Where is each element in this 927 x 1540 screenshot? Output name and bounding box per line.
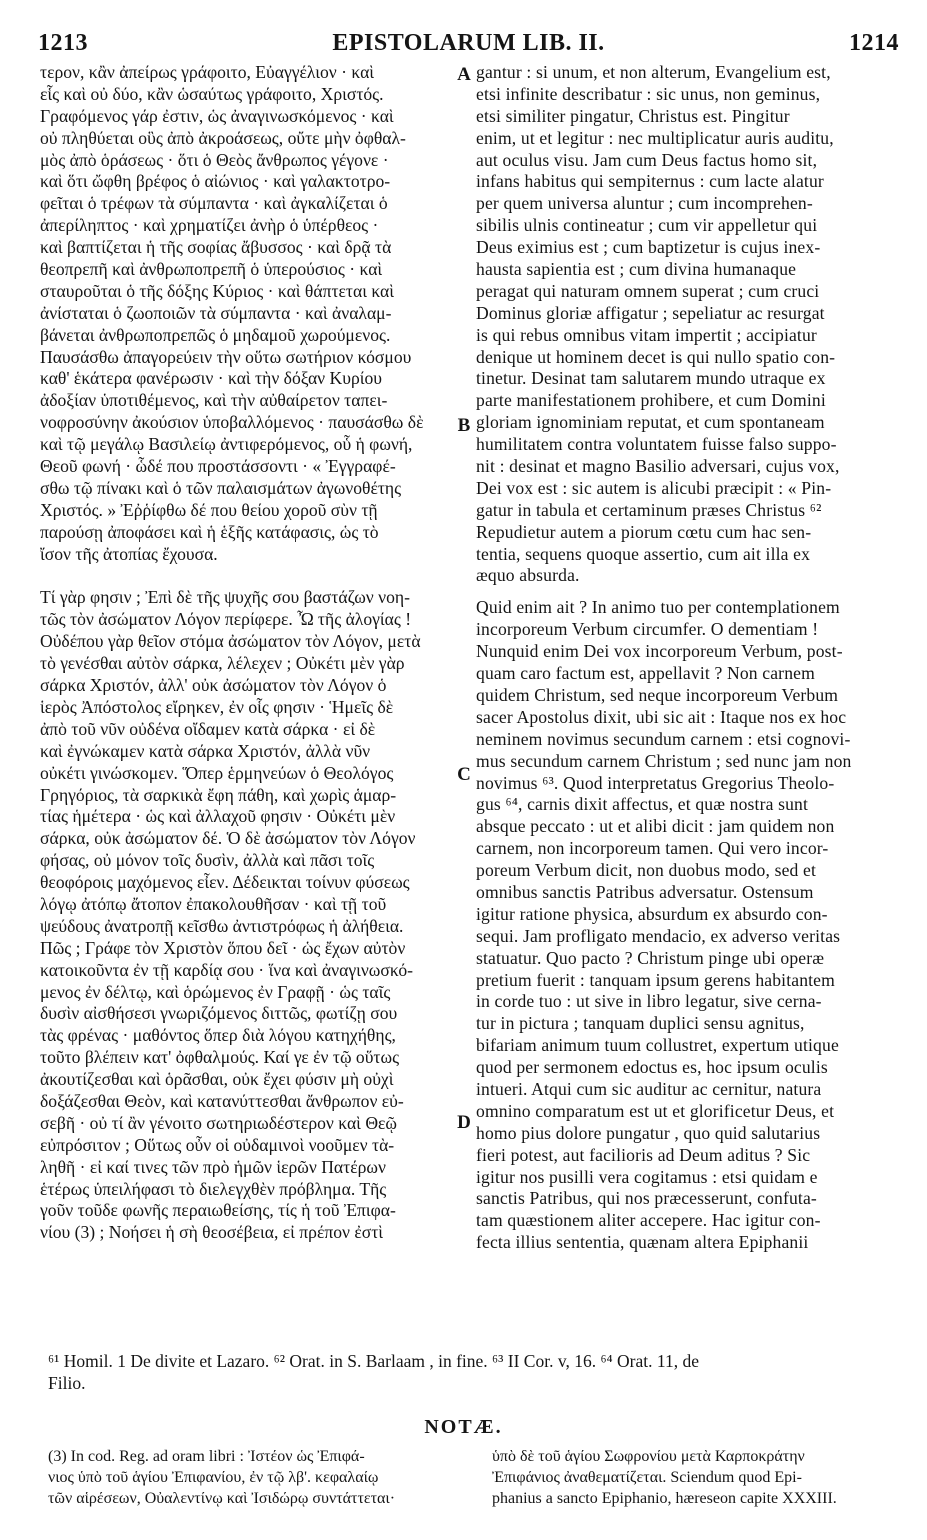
latin-text-line: hausta sapientia est ; cum divina humanaque xyxy=(476,259,797,280)
greek-text-line: Οὐδέπου γὰρ θεῖον στόμα ἀσώματον τὸν Λόγον, μετὰ xyxy=(40,631,421,652)
latin-text-line: is qui rebus omnibus vitam impertit ; accipiatur xyxy=(476,324,817,345)
greek-text-line: ἱερὸς Ἀπόστολος εἴρηκεν, ἐν οἷς φησιν · Ἡμεῖς δὲ xyxy=(40,696,394,717)
greek-text-line: Παυσάσθω ἀπαγορεύειν τὴν οὕτω σωτήριον κόσμου xyxy=(40,346,412,367)
running-title: EPISTOLARUM LIB. II. xyxy=(332,30,605,56)
latin-text-line: neminem novimus secundum carnem : etsi cognovi- xyxy=(476,728,851,749)
latin-text-line: Quid enim ait ? In animo tuo per contemplationem xyxy=(476,597,840,618)
greek-text-line: τίας ἡμέτερα · ὡς καὶ ἀλλαχοῦ φησιν · Οὐκέτι μὲν xyxy=(40,806,396,827)
greek-text-line: Γραφόμενος γάρ ἐστιν, ὡς ἀναγινωσκόμενος · καὶ xyxy=(40,105,394,126)
latin-text-line: tur in pictura ; tanquam duplici sensu agnitus, xyxy=(476,1013,805,1034)
latin-text-line: pretium fuerit : tanquam ipsum gerens habitantem xyxy=(476,969,835,990)
latin-text-line: sibilis ulnis contineatur ; cum vir appelletur qui xyxy=(476,215,818,236)
latin-text-line: parte manifestationem prohibere, et cum Domini xyxy=(476,390,826,411)
greek-text-line: Χριστός. » Ἐῤῥίφθω δέ που θείου χοροῦ σὺν τῇ xyxy=(40,499,378,520)
greek-text-line: Πῶς ; Γράφε τὸν Χριστὸν ὅπου δεῖ · ὡς ἔχων αὐτὸν xyxy=(40,937,406,958)
greek-text-line: σάρκα, οὐκ ἀσώματον δέ. Ὁ δὲ ἀσώματον τὸν Λόγον xyxy=(40,828,416,849)
greek-text-line: καὶ ὅτι ὤφθη βρέφος ὁ αἰώνιος · καὶ γαλακτοτρο- xyxy=(40,171,391,192)
latin-text-line: infans habitus qui sempiternus : cum lacte alatur xyxy=(476,171,824,192)
note-line: νιος ὑπὸ τοῦ ἁγίου Ἐπιφανίου, ἐν τῷ λβ'. κεφαλαίῳ xyxy=(48,1469,379,1486)
greek-text-line: μενος ἐν δέλτῳ, καὶ ὁρώμενος ἐν Γραφῇ · ὡς ταῖς xyxy=(40,981,391,1002)
greek-text-line: θεοπρεπῆ καὶ ἀνθρωποπρεπῆ ὁ ὑπερούσιος · καὶ xyxy=(40,259,383,280)
greek-text-line: τερον, κἂν ἀπείρως γράφοιτο, Εὐαγγέλιον · καὶ xyxy=(40,62,375,82)
latin-text-line: humilitatem contra voluntatem fuisse falso suppo- xyxy=(476,434,837,455)
latin-text-line: bifariam animum tuum collustret, expertum utique xyxy=(476,1035,839,1056)
page-number-right: 1214 xyxy=(849,30,899,56)
latin-text-line: Nunquid enim Dei vox incorporeum Verbum, post- xyxy=(476,641,843,662)
greek-text-line: παρούσῃ ἀποφάσει καὶ ἡ ἑξῆς κατάφασις, ὡς τὸ xyxy=(40,521,379,542)
greek-text-line: ληθῆ · εἰ καί τινες τῶν πρὸ ἡμῶν ἱερῶν Πατέρων xyxy=(40,1156,386,1177)
latin-text-line: novimus ⁶³. Quod interpretatus Gregorius Theolo- xyxy=(476,772,835,793)
section-marker-a: A xyxy=(457,64,471,85)
latin-text-line: gatur in tabula et certaminum præses Christus ⁶² xyxy=(476,499,822,520)
greek-text-line: καὶ ἐγνώκαμεν κατὰ σάρκα Χριστόν, ἀλλὰ νῦν xyxy=(40,740,371,761)
latin-text-line: nit : desinat et magno Basilio adversari, cujus vox, xyxy=(476,456,840,477)
greek-text-line: σάρκα Χριστόν, ἀλλ' οὐκ ἀσώματον τὸν Λόγον ὁ xyxy=(40,675,387,696)
greek-text-line: οὐ πληθύεται οὓς ἀπὸ ἀκροάσεως, οὔτε μὴν ὀφθαλ- xyxy=(40,127,406,148)
greek-text-line: τοῦτο βλέπειν κατ' ὀφθαλμούς. Καί γε ἐν τῷ οὕτως xyxy=(40,1047,400,1068)
greek-text-line: φεῖται ὁ τρέφων τὰ σύμπαντα · καὶ ἀγκαλίζεται ὁ xyxy=(40,193,388,214)
greek-text-line: Γρηγόριος, τὰ σαρκικὰ ἔφη πάθη, καὶ χωρὶς ἁμαρ- xyxy=(40,784,397,805)
page-number-left: 1213 xyxy=(38,30,88,56)
latin-text-line: igitur nos pusilli vera cogitamus : etsi quidam e xyxy=(476,1166,818,1187)
latin-text-line: etsi infinite describatur : sic unus, non geminus, xyxy=(476,83,821,104)
greek-text-line: δυσὶν αἰσθήσεσι γνωριζόμενος διττῶς, φωτίζῃ σου xyxy=(40,1003,398,1024)
latin-text-line: fieri potest, aut facilioris ad Deum aditus ? Sic xyxy=(476,1144,811,1165)
note-line: ὑπὸ δὲ τοῦ ἁγίου Σωφρονίου μετὰ Καρποκράτην xyxy=(492,1448,805,1465)
greek-text-line: Θεοῦ φωνή · ὧδέ που προστάσσοντι · « Ἐγγραφέ- xyxy=(40,456,396,477)
latin-text-line: statuatur. Quo pacto ? Christum pinge ubi operæ xyxy=(476,947,825,968)
section-marker-d: D xyxy=(457,1112,471,1133)
latin-text-line: per quem universa aluntur ; cum incomprehen- xyxy=(476,193,813,214)
latin-text-line: quod per sermonem edoctus es, hoc ipsum oculis xyxy=(476,1057,828,1078)
latin-text-line: gantur : si unum, et non alterum, Evangelium est, xyxy=(476,62,831,82)
greek-text-line: θεοφόροις μαχόμενος εἶεν. Δέδεικται τοίνυν φύσεως xyxy=(40,872,410,893)
greek-text-line: σεβῆ · οὐ τί ἂν γένοιτο σωτηριωδέστερον καὶ Θεῷ xyxy=(40,1112,397,1133)
latin-text-line: tinetur. Desinat tam salutarem mundo utraque ex xyxy=(476,368,826,389)
greek-text-line: νοφροσύνην ἀκούσιον ὑποβαλλόμενος · παυσάσθω δὲ xyxy=(40,412,424,433)
latin-text-line: Deus eximius est ; cum baptizetur is cujus inex- xyxy=(476,237,821,258)
latin-text-line: Repudietur autem a piorum cœtu cum hac sen- xyxy=(476,521,812,542)
latin-text-line: aut oculus visu. Jam cum Deus factus homo sit, xyxy=(476,149,818,170)
greek-text-line: καὶ βαπτίζεται ἡ τῆς σοφίας ἄβυσσος · καὶ δρᾷ τὰ xyxy=(40,237,392,258)
greek-text-line: ἀπὸ τοῦ νῦν οὐδένα οἴδαμεν κατὰ σάρκα · εἰ δὲ xyxy=(40,718,376,739)
latin-text-line: Dominus gloriæ affigatur ; sepeliatur ac resurgat xyxy=(476,302,825,323)
greek-text-line: οὐκέτι γινώσκομεν. Ὅπερ ἑρμηνεύων ὁ Θεολόγος xyxy=(40,762,394,783)
greek-text-line: ἑτέρως ὑπειλήφασι τὸ διελεγχθὲν πρόβλημα. Τῆς xyxy=(40,1178,387,1199)
greek-text-line: δοξάζεσθαι Θεὸν, καὶ κατανύττεσθαι ἄνθρωπον εὐ- xyxy=(40,1090,404,1111)
paragraph-gap xyxy=(40,565,450,587)
latin-text-line: quam caro factum est, appellavit ? Non carnem xyxy=(476,663,815,684)
latin-text-line: peragat qui naturam omnem superat ; cum cruci xyxy=(476,280,820,301)
greek-text-line: εὐπρόσιτον ; Οὕτως οὖν οἱ οὐδαμινοὶ νοοῦμεν τὰ- xyxy=(40,1134,395,1155)
latin-text-line: gloriam ignominiam reputat, et cum spontaneam xyxy=(476,412,825,433)
footnote-references: ⁶¹ Homil. 1 De divite et Lazaro. ⁶² Orat. in S. Barlaam , in fine. ⁶³ II Cor. v, 16. ⁶⁴ Orat. 11, de xyxy=(48,1351,699,1371)
notes-right-column xyxy=(492,1446,902,1509)
greek-text-line: τὰς φρένας · μαθόντος ὅπερ διὰ λόγου κατηχήθης, xyxy=(40,1025,396,1046)
greek-text-line: ἴσον τῆς ἀτοπίας ἔχουσα. xyxy=(40,543,218,564)
greek-text-line: μὸς ἀπὸ ὁράσεως · ὅτι ὁ Θεὸς ἄνθρωπος γέγονε · xyxy=(40,149,389,170)
section-marker-c: C xyxy=(457,764,471,785)
latin-text-line: fecta illius sententia, quænam altera Epiphanii xyxy=(476,1232,809,1253)
greek-text-line: νίου (3) ; Νοήσει ἡ σὴ θεοσέβεια, εἰ πρέπον ἐστὶ xyxy=(40,1222,384,1243)
greek-text-line: ἀνίσταται ὁ ζωοποιῶν τὰ σύμπαντα · καὶ ἀναλαμ- xyxy=(40,302,392,323)
footnote-references-cont: Filio. xyxy=(48,1373,86,1393)
paragraph-gap xyxy=(476,587,902,597)
greek-text-line: καὶ τῷ μεγάλῳ Βασιλείῳ ἀντιφερόμενος, οὗ ἡ φωνή, xyxy=(40,434,413,455)
latin-text-line: sanctis Patribus, qui nos præcesserunt, confuta- xyxy=(476,1188,817,1209)
latin-text-line: homo pius dolore pungatur , quo quid salutarius xyxy=(476,1122,821,1143)
latin-text-line: absque peccato : ut et alibi dicit : jam quidem non xyxy=(476,816,835,837)
greek-text-line: τῶς τὸν ἀσώματον Λόγον περίφερε. Ὦ τῆς ἀλογίας ! xyxy=(40,609,412,630)
section-marker-b: B xyxy=(457,415,471,436)
latin-text-line: Dei vox est : sic autem is alicubi præcipit : « Pin- xyxy=(476,477,832,498)
greek-text-line: βάνεται ἀνθρωποπρεπῶς ὁ μηδαμοῦ χωρούμενος. xyxy=(40,324,391,345)
latin-text-line: gus ⁶⁴, carnis dixit affectus, et quæ nostra sunt xyxy=(476,794,809,815)
greek-text-line: λόγῳ ἀτόπῳ ἄτοπον ἐπακολουθῆσαν · καὶ τῇ τοῦ xyxy=(40,893,387,914)
latin-text-line: carnem, non incorporeum tamen. Qui vero incor- xyxy=(476,838,829,859)
notes-left-column xyxy=(48,1446,468,1509)
greek-text-line: κατοικοῦντα ἐν τῇ καρδίᾳ σου · ἵνα καὶ ἀναγινωσκό- xyxy=(40,959,413,980)
note-line: phanius a sancto Epiphanio, hæreseon capite XXXIII. xyxy=(492,1490,837,1507)
latin-text-line: incorporeum Verbum circumfer. O dementiam ! xyxy=(476,619,819,640)
latin-text-line: tam quæstionem aliter accepere. Hac igitur con- xyxy=(476,1210,821,1231)
latin-text-line: quidem Christum, sed neque incorporeum Verbum xyxy=(476,684,839,705)
greek-text-line: εἷς καὶ οὐ δύο, κἂν ὡσαύτως γράφοιτο, Χριστός. xyxy=(40,83,384,104)
greek-text-line: καθ' ἑκάτερα φανέρωσιν · καὶ τὴν δόξαν Κυρίου xyxy=(40,368,382,389)
running-header xyxy=(38,30,899,60)
latin-text-line: mus secundum carnem Christum ; sed nunc jam non xyxy=(476,750,852,771)
greek-text-line: φήσας, οὐ μόνον τοῖς δυσὶν, ἀλλὰ καὶ πᾶσι τοῖς xyxy=(40,850,375,871)
latin-text-line: in corde tuo : ut sive in libro legatur, sive cerna- xyxy=(476,991,822,1012)
greek-text-line: γοῦν τοῦδε φωνῆς περαιωθείσης, τίς ἡ τοῦ Ἐπιφα- xyxy=(40,1200,396,1221)
note-line: Ἐπιφάνιος ἀναθεματίζεται. Sciendum quod Epi- xyxy=(492,1469,802,1486)
greek-text-column xyxy=(40,62,450,1244)
greek-text-line: Τί γὰρ φησιν ; Ἐπὶ δὲ τῆς ψυχῆς σου βαστάζων νοη- xyxy=(40,587,410,608)
latin-text-line: sequi. Jam profligato mendacio, ex adverso veritas xyxy=(476,925,841,946)
latin-text-line: omnibus sanctis Patribus adversatur. Ostensum xyxy=(476,881,814,902)
latin-text-line: æquo absurda. xyxy=(476,565,580,586)
greek-text-line: τὸ γενέσθαι αὐτὸν σάρκα, λέλεχεν ; Οὐκέτι μὲν γὰρ xyxy=(40,653,405,674)
greek-text-line: σταυροῦται ὁ τῆς δόξης Κύριος · καὶ θάπτεται καὶ xyxy=(40,280,394,301)
greek-text-line: σθω τῷ πίνακι καὶ ὁ τῶν παλαισμάτων ἀγωνοθέτης xyxy=(40,477,402,498)
greek-text-line: ἀδοξίαν ὑποτιθέμενος, καὶ τὴν αὐθαίρετον ταπει- xyxy=(40,390,388,411)
latin-text-line: igitur ratione physica, absurdum ex absurdo con- xyxy=(476,903,828,924)
latin-text-column xyxy=(476,62,902,1254)
notes-heading: NOTÆ. xyxy=(424,1416,503,1438)
latin-text-line: intueri. Atqui cum sic auditur ac cernitur, natura xyxy=(476,1078,822,1099)
latin-text-line: sacer Apostolus dixit, ubi sic ait : Itaque nos ex hoc xyxy=(476,706,847,727)
latin-text-line: denique ut hominem decet is qui nullo spatio con- xyxy=(476,346,836,367)
greek-text-line: ἀκουτίζεσθαι καὶ ὁρᾶσθαι, οὐκ ἔχει φύσιν μὴ οὐχὶ xyxy=(40,1069,394,1090)
note-line: τῶν αἱρέσεων, Οὐαλεντίνῳ καὶ Ἰσιδώρῳ συντάττεται· xyxy=(48,1490,396,1507)
latin-text-line: tentia, sequens quoque assertio, cum ait illa ex xyxy=(476,543,811,564)
greek-text-line: ἀπερίληπτος · καὶ χρηματίζει ἀνὴρ ὁ ὑπέρθεος · xyxy=(40,215,379,236)
latin-text-line: etsi similiter pingatur, Christus est. Pingitur xyxy=(476,105,790,126)
latin-text-line: enim, ut et legitur : nec multiplicatur auris auditu, xyxy=(476,127,834,148)
greek-text-line: ψεύδους ἀνατροπῇ κεῖσθω ἀντιστρόφως ἡ ἀλήθεια. xyxy=(40,915,404,936)
latin-text-line: omnino comparatum est ut et glorificetur Deus, et xyxy=(476,1100,835,1121)
note-line: (3) In cod. Reg. ad oram libri : Ἰστέον ὡς Ἐπιφά- xyxy=(48,1448,365,1465)
latin-text-line: poreum Verbum dicit, non duobus modo, sed et xyxy=(476,860,817,881)
